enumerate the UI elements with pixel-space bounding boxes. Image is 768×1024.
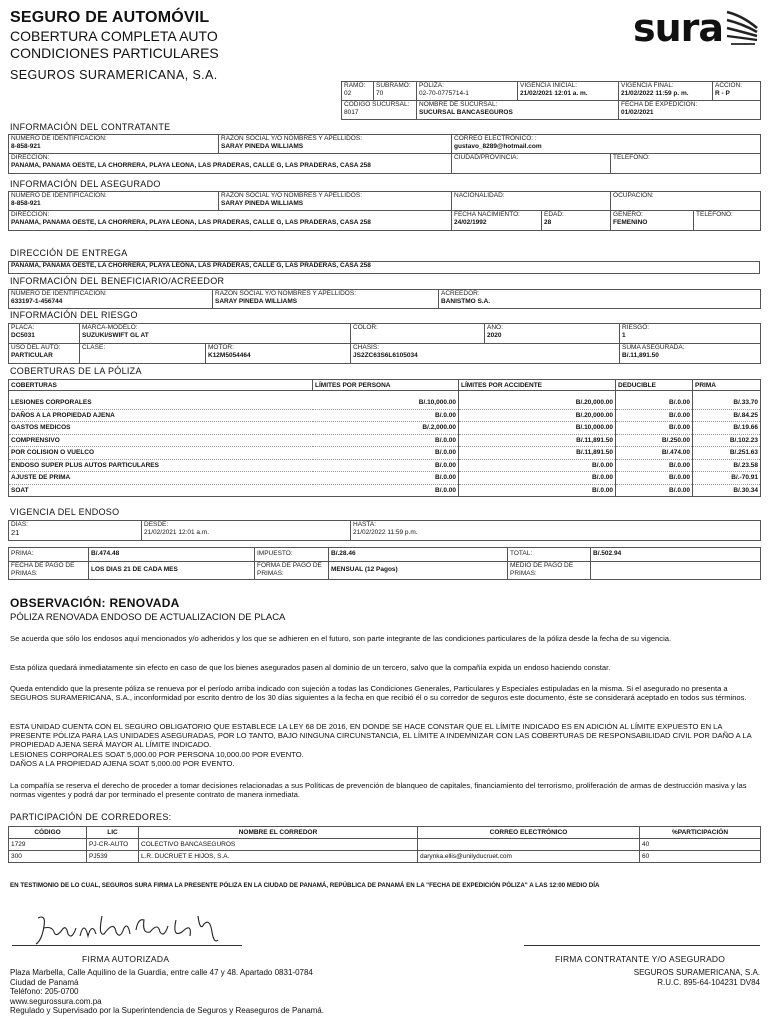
asegurado-section-title: INFORMACIÓN DEL ASEGURADO: [10, 179, 161, 189]
asegurado-age-cell: EDAD: 28: [542, 211, 611, 231]
coberturas-header-row: [9, 380, 761, 391]
conditions-heading: CONDICIONES PARTICULARES: [10, 45, 219, 61]
poliza-cell: PÓLIZA: 02-70-0775714-1: [417, 82, 518, 101]
contratante-id-cell: NÚMERO DE IDENTIFICACIÓN: 8-858-921: [9, 135, 219, 154]
beneficiario-table: [8, 289, 761, 309]
riesgo-table: [8, 323, 761, 364]
city-line: Ciudad de Panamá: [10, 977, 79, 987]
vigencia-inicial-cell: VIGENCIA INICIAL: 21/02/2021 12:01 a. m.: [518, 82, 619, 101]
beneficiario-name-cell: RAZÓN SOCIAL Y/O NOMBRES Y APELLIDOS: SARAY PINEDA WILLIAMS: [213, 290, 439, 309]
coberturas-section-title: COBERTURAS DE LA PÓLIZA: [10, 366, 142, 376]
impuesto-value: B/.28.46: [329, 548, 508, 562]
asegurado-name-cell: RAZÓN SOCIAL Y/O NOMBRES Y APELLIDOS: SARAY PINEDA WILLIAMS: [219, 192, 452, 211]
soat-danos-text: DAÑOS A LA PROPIEDAD AJENA SOAT 5,000.00 POR EVENTO.: [10, 758, 235, 768]
observacion-paragraph-2: Esta póliza quedará inmediatamente sin efecto en caso de que los bienes asegurados pasen al dominio de un tercero, salvo que la compañía expida un endoso haciendo constar.: [10, 663, 611, 672]
entrega-section-title: DIRECCIÓN DE ENTREGA: [10, 248, 128, 258]
prima-label: PRIMA:: [9, 548, 89, 562]
coberturas-header: COBERTURAS: [9, 380, 313, 391]
corredores-table: [8, 826, 761, 863]
observacion-title: OBSERVACIÓN: RENOVADA: [10, 596, 180, 610]
sura-logo: sura: [633, 6, 759, 52]
contratante-name-cell: RAZÓN SOCIAL Y/O NOMBRES Y APELLIDOS: SARAY PINEDA WILLIAMS: [219, 135, 452, 154]
asegurado-nationality-cell: NACIONALIDAD:: [452, 192, 611, 211]
table-row: 300 PJ539 L.R. DUCRUET E HIJOS, S.A. darynka.ellis@unilyducruet.com 60: [9, 851, 761, 863]
uso-cell: USO DEL AUTO: PARTICULAR: [9, 344, 80, 364]
fecha-pago-label: FECHA DE PAGO DE PRIMAS:: [9, 562, 89, 580]
observacion-paragraph-3: Queda entendido que la presente póliza se renueva por el período arriba indicado con sujeción a todas las Condiciones Generales, Particulares y Especiales estipuladas en la misma. Si el asegurado no presenta a SEGUROS SURAMERICANA, S.A., inconformidad por escrito dentro de los 30 días siguientes a la fecha en que recibió él o su corredor de seguros este documento, éste se considerará aceptado en todos sus términos.: [10, 684, 747, 703]
table-row: ENDOSO SUPER PLUS AUTOS PARTICULARES B/.0.00 B/.0.00 B/.0.00 B/.23.58: [9, 459, 761, 472]
nombre-sucursal-cell: NOMBRE DE SUCURSAL: SUCURSAL BANCASEGUROS: [417, 101, 619, 120]
table-row: 1729 PJ-CR-AUTO COLECTIVO BANCASEGUROS 40: [9, 839, 761, 851]
signature-line-left: [12, 945, 242, 946]
participacion-header: %PARTICIPACIÓN: [640, 827, 761, 839]
prima-value: B/.474.48: [89, 548, 255, 562]
suma-asegurada-cell: SUMA ASEGURADA: B/.11,891.50: [620, 344, 761, 364]
company-name: SEGUROS SURAMERICANA, S.A.: [10, 68, 218, 82]
observacion-paragraph-5: La compañía se reserva el derecho de proceder a tomar decisiones relacionadas a sus Políticas de prevención de blanqueo de capitales, financiamiento del terrorismo, proliferación de armas de destrucción masiva y las normas vigentes y podrá dar por terminado el presente contrato de manera inmediata.: [10, 781, 747, 800]
asegurado-table: [8, 191, 761, 231]
coberturas-table: [8, 379, 761, 497]
endoso-table: [8, 520, 761, 541]
corredores-header-row: [9, 827, 761, 839]
beneficiario-section-title: INFORMACIÓN DEL BENEFICIARIO/ACREEDOR: [10, 276, 225, 286]
codigo-sucursal-cell: CÓDIGO SUCURSAL: 8017: [342, 101, 417, 120]
dias-cell: DÍAS: 21: [9, 521, 142, 541]
subramo-cell: SUBRAMO: 70: [374, 82, 417, 101]
total-value: B/.502.94: [591, 548, 761, 562]
asegurado-id-cell: NÚMERO DE IDENTIFICACIÓN: 8-858-921: [9, 192, 219, 211]
firma-autorizada-label: FIRMA AUTORIZADA: [82, 954, 170, 964]
table-row: GASTOS MEDICOS B/.2,000.00 B/.10,000.00 B/.0.00 B/.19.66: [9, 422, 761, 435]
limite-accidente-header: LÍMITES POR ACCIDENTE: [459, 380, 616, 391]
riesgo-section-title: INFORMACIÓN DEL RIESGO: [10, 310, 138, 320]
chasis-cell: CHASIS: JS2ZC63S6L6105034: [351, 344, 620, 364]
lic-header: LIC: [87, 827, 139, 839]
observacion-paragraph-1: Se acuerda que sólo los endosos aquí mencionados y/o adheridos y los que se adhieren en el futuro, son parte integrante de las condiciones particulares de la póliza desde la fecha de su vigencia.: [10, 634, 672, 643]
asegurado-address-cell: DIRECCIÓN: PANAMA, PANAMA OESTE, LA CHORRERA, PLAYA LEONA, LAS PRADERAS, CALLE G, LAS PRADERAS, CASA 258: [9, 211, 452, 231]
desde-cell: DESDE: 21/02/2021 12:01 a.m.: [142, 521, 351, 541]
company-ruc: R.U.C. 895-64-104231 DV84: [657, 977, 760, 987]
asegurado-birthdate-cell: FECHA NACIMIENTO: 24/02/1992: [452, 211, 542, 231]
table-row: LESIONES CORPORALES B/.10,000.00 B/.20,000.00 B/.0.00 B/.33.70: [9, 397, 761, 409]
signature-line-right: [524, 945, 760, 946]
pago-table: [8, 547, 761, 580]
fecha-pago-value: LOS DIAS 21 DE CADA MES: [89, 562, 255, 580]
entrega-address-cell: PANAMA, PANAMA OESTE, LA CHORRERA, PLAYA LEONA, LAS PRADERAS, CALLE G, LAS PRADERAS, CASA 258: [9, 262, 760, 274]
policy-info-table: [341, 81, 761, 120]
asegurado-phone-cell: TELÉFONO:: [694, 211, 761, 231]
color-cell: COLOR:: [351, 324, 485, 344]
impuesto-label: IMPUESTO:: [255, 548, 329, 562]
website-link[interactable]: www.segurossura.com.pa: [10, 996, 102, 1006]
motor-cell: MOTOR: K12M5054464: [206, 344, 351, 364]
nombre-corredor-header: NOMBRE EL CORREDOR: [139, 827, 418, 839]
sura-swoosh-icon: [725, 6, 761, 50]
beneficiario-id-cell: NÚMERO DE IDENTIFICACIÓN: 633197-1-456744: [9, 290, 213, 309]
hasta-cell: HASTA: 21/02/2022 11:59 p.m.: [351, 521, 761, 541]
acreedor-cell: ACREEDOR: BANISTMO S.A.: [439, 290, 761, 309]
company-legal-name: SEGUROS SURAMERICANA, S.A.: [633, 968, 760, 977]
prima-header: PRIMA: [693, 380, 761, 391]
deducible-header: DEDUCIBLE: [616, 380, 693, 391]
coverage-type: COBERTURA COMPLETA AUTO: [10, 28, 218, 44]
regulator-line: Regulado y Supervisado por la Superintendencia de Seguros y Reaseguros de Panamá.: [10, 1006, 324, 1015]
codigo-header: CÓDIGO: [9, 827, 87, 839]
observacion-subtitle: PÓLIZA RENOVADA ENDOSO DE ACTUALIZACION DE PLACA: [10, 612, 286, 623]
correo-header: CORREO ELECTRÓNICO: [418, 827, 640, 839]
clase-cell: CLASE:: [80, 344, 206, 364]
marca-modelo-cell: MARCA-MODELO: SUZUKI/SWIFT GL AT: [80, 324, 351, 344]
observacion-paragraph-4: [10, 722, 760, 768]
forma-pago-label: FORMA DE PAGO DE PRIMAS:: [255, 562, 329, 580]
contratante-phone-cell: TELÉFONO:: [611, 154, 761, 174]
table-row: POR COLISION O VUELCO B/.0.00 B/.11,891.50 B/.474.00 B/.251.63: [9, 447, 761, 460]
contratante-email-cell: CORREO ELECTRÓNICO: : gustavo_8289@hotmail.com: [452, 135, 761, 154]
table-row: COMPRENSIVO B/.0.00 B/.11,891.50 B/.250.00 B/.102.23: [9, 434, 761, 447]
forma-pago-value: MENSUAL (12 Pagos): [329, 562, 508, 580]
vigencia-final-cell: VIGENCIA FINAL: 21/02/2022 11:59 p. m.: [619, 82, 713, 101]
firma-contratante-label: FIRMA CONTRATANTE Y/O ASEGURADO: [555, 954, 726, 964]
document-title: SEGURO DE AUTOMÓVIL: [10, 9, 210, 26]
company-legal-info: [634, 968, 760, 987]
table-row: DAÑOS A LA PROPIEDAD AJENA B/.0.00 B/.20,000.00 B/.0.00 B/.84.25: [9, 409, 761, 422]
corredores-section-title: PARTICIPACIÓN DE CORREDORES:: [10, 812, 172, 822]
entrega-table: [8, 261, 760, 274]
fecha-expedicion-cell: FECHA DE EXPEDICIÓN: 01/02/2021: [619, 101, 761, 120]
asegurado-occupation-cell: OCUPACIÓN:: [611, 192, 761, 211]
limite-persona-header: LÍMITES POR PERSONA: [313, 380, 459, 391]
contratante-table: [8, 134, 761, 174]
asegurado-gender-cell: GÉNERO: FEMENINO: [611, 211, 694, 231]
contratante-city-cell: CIUDAD/PROVINCIA:: [452, 154, 611, 174]
phone-line: Teléfono: 205-0700: [10, 987, 79, 996]
soat-legal-text: ESTA UNIDAD CUENTA CON EL SEGURO OBLIGATORIO QUE ESTABLECE LA LEY 68 DE 2016, EN DONDE SE HACE CONSTAR QUE EL LÍMITE INDICADO ES EN ADICIÓN AL LÍMITE EXPUESTO EN LA PRESENTE PÓLIZA PARA LAS UNIDADES ASEGURADAS, POR LO TANTO, BAJO NINGUNA CIRCUNSTANCIA, EL LÍMITE A INDEMNIZAR CON LAS COBERTURAS DE RESPONSABILIDAD CIVIL POR DAÑO A LA PROPIEDAD AJENA SERÁ MAYOR AL LÍMITE INDICADO.: [10, 722, 752, 750]
table-row: SOAT B/.0.00 B/.0.00 B/.0.00 B/.30.34: [9, 484, 761, 497]
accion-cell: ACCIÓN: R - P: [713, 82, 761, 101]
testimonio-text: EN TESTIMONIO DE LO CUAL, SEGUROS SURA FIRMA LA PRESENTE PÓLIZA EN LA CIUDAD DE PANAMÁ, REPÚBLICA DE PANAMÁ EN LA "FECHA DE EXPEDICIÓN PÓLIZA" A LAS 12:00 MEDIO DÍA: [10, 882, 600, 889]
riesgo-cell: RIESGO: 1: [620, 324, 761, 344]
placa-cell: PLACA: DC5031: [9, 324, 80, 344]
medio-pago-label: MEDIO DE PAGO DE PRIMAS:: [508, 562, 591, 580]
ramo-cell: RAMO: 02: [342, 82, 374, 101]
contratante-address-cell: DIRECCIÓN: PANAMA, PANAMA OESTE, LA CHORRERA, PLAYA LEONA, LAS PRADERAS, CALLE G, LAS PRADERAS, CASA 258: [9, 154, 452, 174]
endoso-section-title: VIGENCIA DEL ENDOSO: [10, 507, 120, 517]
total-label: TOTAL:: [508, 548, 591, 562]
table-row: AJUSTE DE PRIMA B/.0.00 B/.0.00 B/.0.00 B/.-70.91: [9, 472, 761, 485]
medio-pago-value: [591, 562, 761, 580]
contratante-section-title: INFORMACIÓN DEL CONTRATANTE: [10, 122, 171, 132]
soat-lesiones-text: LESIONES CORPORALES SOAT 5,000.00 POR PERSONA 10,000.00 POR EVENTO.: [10, 749, 304, 759]
company-address: [10, 968, 324, 1016]
address-line: Plaza Marbella, Calle Aquilino de la Guardia, entre calle 47 y 48. Apartado 0831-0784: [10, 968, 313, 977]
anio-cell: AÑO: 2020: [485, 324, 620, 344]
